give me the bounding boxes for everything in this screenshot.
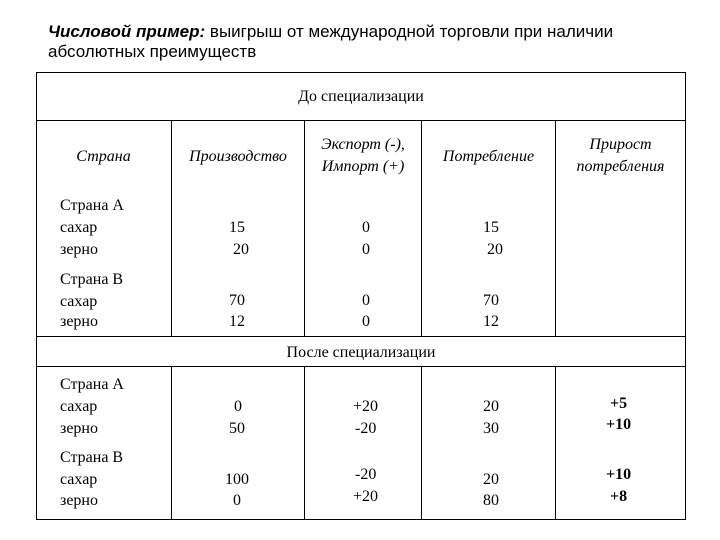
consumption-value: 20 [483, 471, 499, 488]
consumption-value: 80 [483, 492, 499, 509]
trade-value: 0 [362, 241, 370, 258]
section-divider-before [36, 120, 686, 121]
heading-lead: Числовой пример: [48, 22, 206, 41]
section-label-after: После специализации [286, 344, 436, 361]
consumption-value: 12 [483, 313, 499, 330]
header-country: Страна [76, 148, 131, 165]
production-value: 70 [229, 292, 245, 309]
consumption-value: 20 [483, 398, 499, 415]
country-name: Страна А [60, 197, 124, 214]
header-growth-line2: потребления [576, 158, 665, 175]
heading-rest: выигрыш от международной торговли при наличии [205, 22, 614, 41]
column-divider [171, 366, 172, 519]
growth-value: +5 [610, 395, 628, 412]
column-divider [304, 366, 305, 519]
page-heading [48, 22, 688, 62]
header-growth-line1: Прирост [589, 136, 652, 153]
trade-value: 0 [362, 219, 370, 236]
section-label-before: До специализации [298, 88, 424, 105]
column-divider [421, 366, 422, 519]
good-label: зерно [60, 420, 98, 437]
production-value: 0 [234, 398, 242, 415]
section-divider-after-top [36, 336, 686, 337]
header-consumption: Потребление [442, 148, 535, 165]
consumption-value: 30 [483, 420, 499, 437]
consumption-value: 70 [483, 292, 499, 309]
production-value: 50 [229, 420, 245, 437]
good-label: зерно [60, 313, 98, 330]
growth-value: +10 [606, 466, 632, 483]
country-name: Страна В [60, 449, 124, 466]
consumption-value: 20 [487, 241, 503, 258]
trade-value: 0 [362, 292, 370, 309]
column-divider [555, 366, 556, 519]
trade-value: +20 [353, 398, 379, 415]
section-divider-after-bottom [36, 366, 686, 367]
good-label: сахар [60, 293, 98, 310]
good-label: сахар [60, 219, 98, 236]
good-label: сахар [60, 471, 98, 488]
country-name: Страна А [60, 376, 124, 393]
production-value: 15 [229, 219, 245, 236]
production-value: 0 [233, 492, 241, 509]
comparison-table [36, 72, 686, 520]
good-label: зерно [60, 492, 98, 509]
production-value: 20 [233, 241, 249, 258]
production-value: 12 [229, 313, 245, 330]
table-border-left [36, 72, 37, 520]
trade-value: +20 [353, 488, 379, 505]
production-value: 100 [225, 471, 249, 488]
consumption-value: 15 [483, 219, 499, 236]
table-border-right [685, 72, 686, 520]
header-trade-line2: Импорт (+) [321, 158, 405, 175]
header-trade-line1: Экспорт (-), [321, 136, 405, 153]
table-border-top [36, 72, 686, 73]
country-name: Страна В [60, 271, 124, 288]
good-label: зерно [60, 241, 98, 258]
growth-value: +10 [606, 416, 632, 433]
growth-value: +8 [610, 488, 628, 505]
heading-line2: абсолютных преимуществ [48, 42, 257, 61]
table-border-bottom [36, 519, 686, 520]
trade-value: -20 [355, 420, 377, 437]
trade-value: -20 [355, 466, 377, 483]
good-label: сахар [60, 398, 98, 415]
trade-value: 0 [362, 313, 370, 330]
header-production: Производство [189, 148, 287, 165]
